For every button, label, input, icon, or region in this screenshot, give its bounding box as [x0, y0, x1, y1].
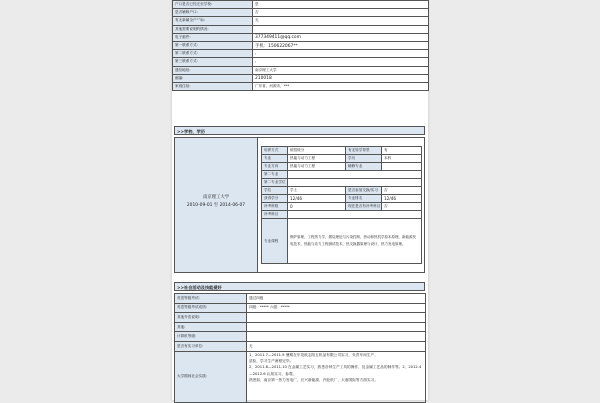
table-row	[173, 17, 429, 25]
table-row	[173, 50, 429, 58]
table-row	[173, 74, 429, 82]
field-label: 是否辅修户口:	[173, 9, 253, 17]
school-name: 南京理工大学	[202, 195, 230, 200]
field-value	[288, 171, 422, 179]
internship-line: 质检，学习生产流程完毕。	[249, 358, 294, 363]
field-value: 有	[382, 147, 422, 155]
field-value	[382, 163, 422, 171]
field-label: 家庭住址:	[173, 82, 253, 90]
field-label: 现在是否有补考科目	[346, 203, 382, 211]
field-label: 第二联系方式:	[173, 50, 253, 58]
internship-line: 熟悉如，南京第一热力发电厂，长兴新能源，汽轮机厂，大唐国际等方面实习。	[249, 378, 379, 383]
field-value: 通过四级	[247, 294, 426, 304]
field-label: 辅修专业	[346, 163, 382, 171]
activities-section-header: >>社会活动及技能爱好	[174, 282, 425, 291]
table-row	[173, 1, 429, 9]
field-label: 第二专业学位	[262, 179, 288, 187]
field-value: 广东省，河源市，***	[253, 82, 429, 90]
education-section-header: >>学校、学历	[174, 126, 425, 135]
table-row	[175, 294, 426, 304]
school-panel	[175, 138, 258, 272]
field-label: 英语等级考试成绩:	[175, 303, 247, 313]
table-row	[175, 351, 426, 402]
field-value: 否	[382, 203, 422, 211]
education-table	[261, 146, 422, 264]
table-row	[262, 155, 422, 163]
field-label: 是否参加交换/实习	[346, 187, 382, 195]
field-label: 培养方式	[262, 147, 288, 155]
table-row	[175, 332, 426, 342]
field-value: 统招统分	[288, 147, 346, 155]
activities-table	[174, 293, 426, 403]
field-value: 学士	[288, 187, 346, 195]
field-label: 专业排名	[346, 195, 382, 203]
internship-line: 2、2011.8—2011.10 在金属工艺实习，熟悉各种生产工具的操作，及金属工艺品的制作等。2、2012.4—2012.6 认知实习，参观、	[249, 365, 422, 376]
postcode-value: 210018	[253, 74, 429, 82]
field-label: 计算机等级:	[175, 332, 247, 342]
table-row	[173, 41, 429, 49]
field-label: 第一联系方式:	[173, 41, 253, 49]
field-value: 是	[253, 1, 429, 9]
field-label: 其他外语说明:	[175, 313, 247, 323]
table-row	[262, 195, 422, 203]
field-value: 12/46	[382, 195, 422, 203]
table-row	[175, 313, 426, 323]
table-row	[173, 58, 429, 66]
table-row	[262, 187, 422, 195]
field-label: 补考科目	[262, 211, 288, 219]
field-label: 邮编:	[173, 74, 253, 82]
table-row	[175, 303, 426, 313]
field-value	[247, 332, 426, 342]
field-label: 第三联系方式:	[173, 58, 253, 66]
field-label: 大学期间社会实践:	[175, 351, 247, 402]
table-row	[262, 179, 422, 187]
field-value	[288, 211, 422, 219]
field-value: :	[253, 58, 429, 66]
table-row	[173, 9, 429, 17]
field-value: 热能与动力工程	[288, 163, 346, 171]
field-label: 第二专业	[262, 171, 288, 179]
field-value	[253, 25, 429, 33]
field-label: 英语等级考试:	[175, 294, 247, 304]
field-label: 获得学分	[262, 195, 288, 203]
field-label: 学历	[346, 155, 382, 163]
field-value: 南京理工大学	[253, 66, 429, 74]
field-label: 通信地址:	[173, 66, 253, 74]
study-period: 2010-09-01 至 2014-06-07	[186, 203, 246, 208]
education-block	[174, 137, 425, 273]
field-label: 专业方向	[262, 163, 288, 171]
table-row	[175, 322, 426, 332]
table-row	[262, 147, 422, 155]
personal-info-table	[172, 0, 429, 91]
field-label: 有无转学背景	[346, 147, 382, 155]
field-value	[288, 179, 422, 187]
field-label: 有无新属全户“”标:	[173, 17, 253, 25]
field-label: 其他需要说明的情况:	[173, 25, 253, 33]
email-value: 377349411@qq.com	[253, 33, 429, 41]
table-row	[262, 171, 422, 179]
table-row	[262, 211, 422, 219]
internship-description	[247, 351, 426, 402]
table-row	[262, 203, 422, 211]
field-label: 专业课程	[262, 219, 288, 264]
field-value: 0	[288, 203, 346, 211]
field-value: 无	[247, 341, 426, 351]
field-label: 户口是否已经迁至学校:	[173, 1, 253, 9]
table-row	[173, 33, 429, 41]
field-label: 其他:	[175, 322, 247, 332]
field-value: 本科	[382, 155, 422, 163]
field-value: 否	[253, 9, 429, 17]
internship-line: 1、2011.7—2011.9 暑期在东莞欧志阳五机品有限公司实习，负责车间生产、	[249, 352, 378, 357]
field-value	[247, 322, 426, 332]
field-value	[247, 313, 426, 323]
field-value: :	[253, 50, 429, 58]
field-label: 补考科数	[262, 203, 288, 211]
table-row	[173, 66, 429, 74]
field-label: 是否有实习单位:	[175, 341, 247, 351]
table-row	[173, 82, 429, 90]
field-value: 四级：***** 六级：*****	[247, 303, 426, 313]
phone-value: 手机：150622067**	[253, 41, 429, 49]
table-row	[262, 219, 422, 264]
course-list: 锅炉原理，工程热力学，燃烧理论与污染控制，热动和热机学原本原理，新能源发电技术，热能与动力工程测试技术，热交换器原理与设计，热力发电原理。	[288, 219, 422, 264]
table-row	[262, 163, 422, 171]
field-value: 12/46	[288, 195, 346, 203]
table-row	[175, 341, 426, 351]
field-label: 电子邮件:	[173, 33, 253, 41]
field-value: 热能与动力工程	[288, 155, 346, 163]
table-row	[173, 25, 429, 33]
field-label: 学位	[262, 187, 288, 195]
field-value: 否	[382, 187, 422, 195]
resume-sheet	[172, 0, 428, 400]
field-label: 专业	[262, 155, 288, 163]
field-value: 无	[253, 17, 429, 25]
